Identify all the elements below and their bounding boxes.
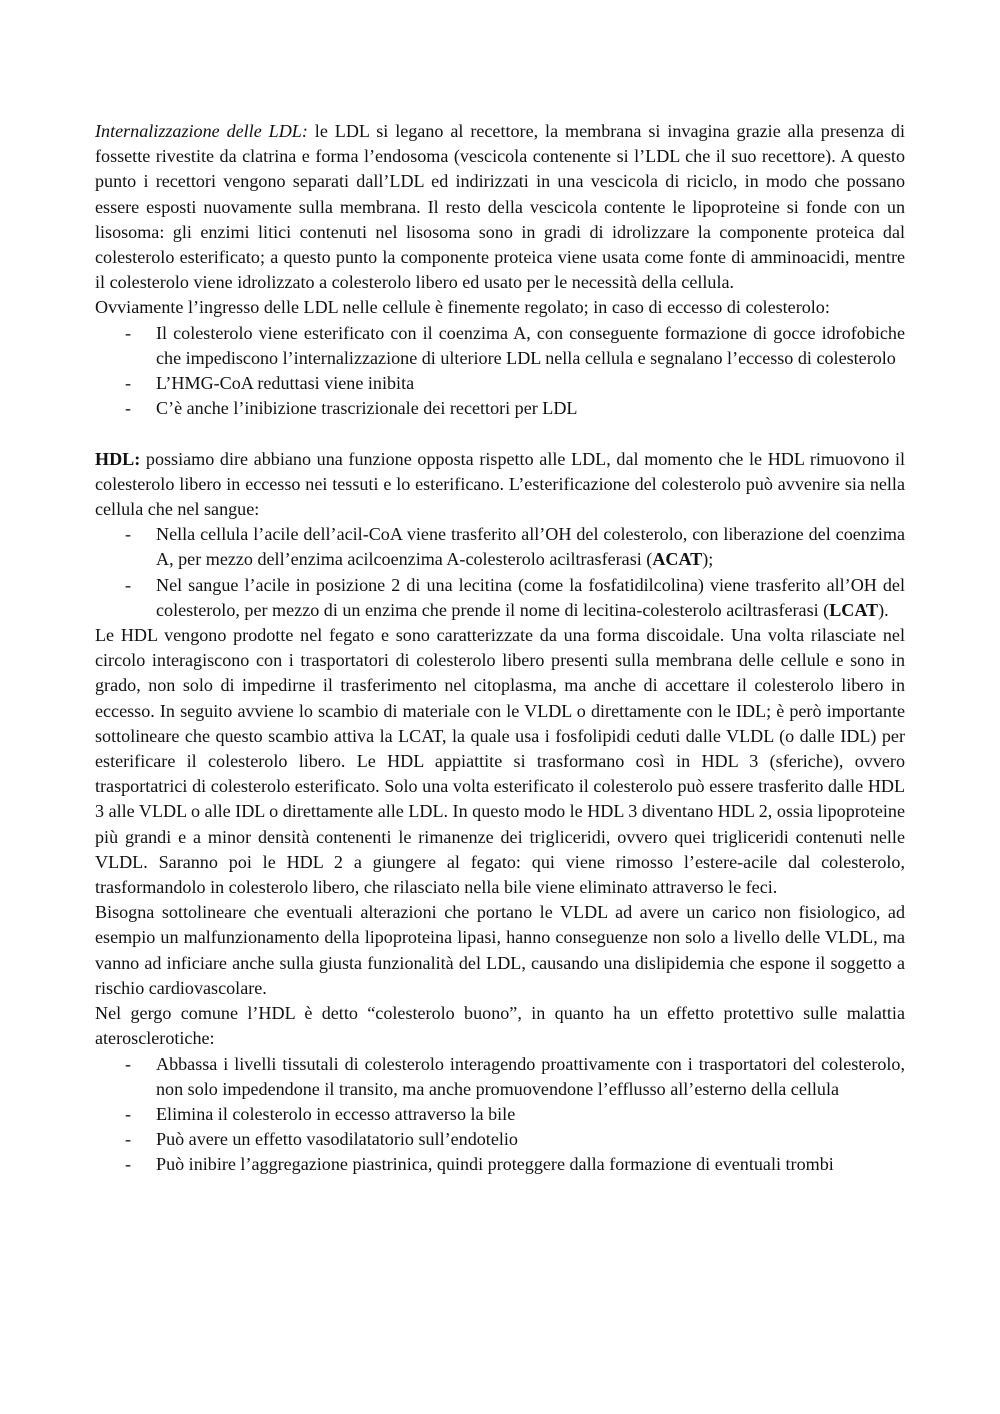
list-marker: - [125,1053,132,1074]
list-item-text: Abbassa i livelli tissutali di colesterolo interagendo proattivamente con i trasportatori del colesterolo, non solo impedendone il transito, ma anche promuovendone l’efflusso all’esterno della cellula [156,1053,905,1099]
vldl-alteration-paragraph: Bisogna sottolineare che eventuali alterazioni che portano le VLDL ad avere un carico non fisiologico, ad esempio un malfunzionamento della lipoproteina lipasi, hanno conseguenze non solo a livello delle VLDL, ma vanno ad inficiare anche sulla giusta funzionalità del LDL, causando una dislipidemia che espone il soggetto a rischio cardiovascolare. [95,902,905,998]
list-marker: - [125,373,132,394]
list-item-text: Può inibire l’aggregazione piastrinica, quindi proteggere dalla formazione di eventuali trombi [156,1154,834,1175]
ldl-internalization-paragraph [95,119,905,295]
list-marker: - [125,1154,132,1175]
list-item [95,1102,905,1127]
hdl-heading: HDL: [95,448,141,469]
list-item [95,1052,905,1102]
list-item [95,1127,905,1152]
list-item-end: ); [702,549,714,570]
list-item-text: L’HMG-CoA reduttasi viene inibita [156,373,415,394]
list-item [95,573,905,623]
list-item-text: Può avere un effetto vasodilatatorio sull’endotelio [156,1129,518,1150]
list-marker: - [125,398,132,419]
list-item-text: Il colesterolo viene esterificato con il coenzima A, con conseguente formazione di gocce idrofobiche che impediscono l’internalizzazione di ulteriore LDL nella cellula e segnalano l’eccesso di colesterolo [156,322,905,368]
hdl-intro-paragraph [95,447,905,523]
list-marker: - [125,1103,132,1124]
ldl-regulation-paragraph: Ovviamente l’ingresso delle LDL nelle cellule è finemente regolato; in caso di eccesso di colesterolo: [95,297,830,318]
good-cholesterol-paragraph: Nel gergo comune l’HDL è detto “colesterolo buono”, in quanto ha un effetto protettivo sulle malattia aterosclerotiche: [95,1003,905,1049]
hdl-intro-text: possiamo dire abbiano una funzione opposta rispetto alle LDL, dal momento che le HDL rimuovono il colesterolo libero in eccesso nei tessuti e lo esterificano. L’esterificazione del colesterolo può avvenire sia nella cellula che nel sangue: [95,448,905,520]
ldl-internalization-text: le LDL si legano al recettore, la membrana si invagina grazie alla presenza di fossette rivestite da clatrina e forma l’endosoma (vescicola contenente si l’LDL che il suo recettore). A questo punto i recettori vengono separati dall’LDL ed indirizzati in una vescicola di riciclo, in modo che possano essere esposti nuovamente sulla membrana. Il resto della vescicola contente le lipoproteine si fonde con un lisosoma: gli enzimi litici contenuti nel lisosoma sono in gradi di idrolizzare la componente proteica dal colesterolo esterificato; a questo punto la componente proteica viene usata come fonte di amminoacidi, mentre il colesterolo viene idrolizzato a colesterolo libero ed usato per le necessità della cellula. [95,121,905,293]
list-item [95,321,905,371]
paragraph-gap [95,421,905,446]
list-marker: - [125,1129,132,1150]
lcat-label: LCAT [829,599,879,620]
ldl-regulation-list [95,321,905,422]
list-item [95,396,905,421]
list-item [95,371,905,396]
list-marker: - [125,524,132,545]
list-marker: - [125,322,132,343]
list-item-text: Nel sangue l’acile in posizione 2 di una lecitina (come la fosfatidilcolina) viene trasferito all’OH del colesterolo, per mezzo di un enzima che prende il nome di lecitina-colesterolo aciltrasferasi ( [156,574,905,620]
hdl-esterification-list [95,522,905,623]
list-marker: - [125,574,132,595]
list-item-text: C’è anche l’inibizione trascrizionale dei recettori per LDL [156,398,578,419]
ldl-internalization-heading: Internalizzazione delle LDL: [95,121,308,141]
list-item-text: Elimina il colesterolo in eccesso attraverso la bile [156,1103,516,1124]
acat-label: ACAT [652,549,703,570]
list-item [95,1152,905,1177]
list-item-end: ). [878,599,889,620]
list-item [95,522,905,572]
document-page [95,119,905,1178]
hdl-production-paragraph: Le HDL vengono prodotte nel fegato e sono caratterizzate da una forma discoidale. Una volta rilasciate nel circolo interagiscono con i trasportatori di colesterolo libero presenti sulla membrana delle cellule e sono in grado, non solo di impedirne il trasferimento nel citoplasma, ma anche di accettare il colesterolo libero in eccesso. In seguito avviene lo scambio di materiale con le VLDL o direttamente con le IDL; è però importante sottolineare che questo scambio attiva la LCAT, la quale usa i fosfolipidi ceduti dalle VLDL (o dalle IDL) per esterificare il colesterolo libero. Le HDL appiattite si trasformano così in HDL 3 (sferiche), ovvero trasportatrici di colesterolo esterificato. Solo una volta esterificato il colesterolo può essere trasferito dalle HDL 3 alle VLDL o alle IDL o direttamente alle LDL. In questo modo le HDL 3 diventano HDL 2, ossia lipoproteine più grandi e a minor densità contenenti le rimanenze dei trigliceridi, ovvero quei trigliceridi contenuti nelle VLDL. Saranno poi le HDL 2 a giungere al fegato: qui viene rimosso l’estere-acile dal colesterolo, trasformandolo in colesterolo libero, che rilasciato nella bile viene eliminato attraverso le feci. [95,625,905,898]
hdl-protective-list [95,1052,905,1178]
list-item-text: Nella cellula l’acile dell’acil-CoA viene trasferito all’OH del colesterolo, con liberazione del coenzima A, per mezzo dell’enzima acilcoenzima A-colesterolo aciltrasferasi ( [156,524,905,570]
